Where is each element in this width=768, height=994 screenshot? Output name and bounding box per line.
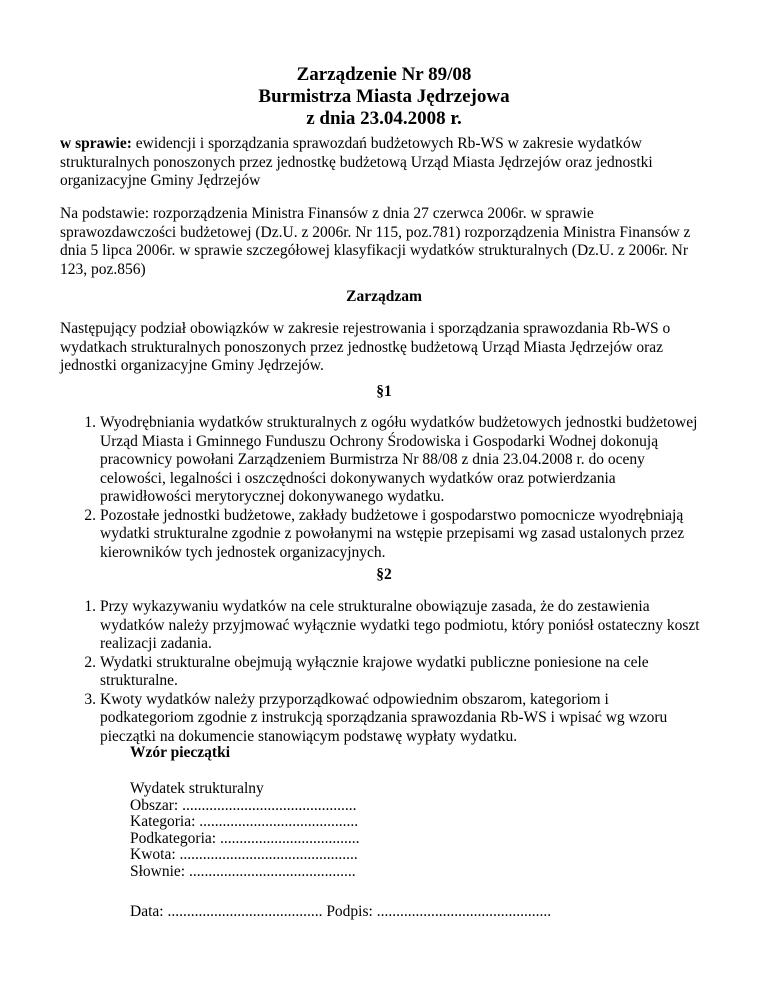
title-line-1: Zarządzenie Nr 89/08 [296,64,472,85]
date-signature-line: Data: ........................................ Podpis: ............................................. [130,903,552,920]
section-2-list [84,598,700,746]
document-title [0,64,768,130]
stamp-line: Kategoria: ......................................... [130,813,359,830]
list-item-number: 2. [84,506,96,524]
subject-label: w sprawie: [60,135,132,152]
list-item [84,690,700,747]
section-2-heading: §2 [376,566,392,583]
list-item-number: 3. [84,690,96,708]
subject-paragraph [60,135,710,191]
list-item [84,598,700,654]
stamp-template [130,781,359,880]
stamp-line: Podkategoria: .................................... [130,829,360,847]
list-item [84,506,700,563]
subject-text: ewidencji i sporządzania sprawozdań budżetowych Rb-WS w zakresie wydatków strukturalnych ponoszonych przez jednostkę budżetową Urząd Miasta Jędrzejów oraz jednostki organizacyjne Gminy Jędrzejów [60,135,653,189]
section-1-list [84,414,700,562]
list-item-number: 2. [84,653,96,671]
stamp-heading: Wzór pieczątki [130,744,231,761]
list-item-text: Przy wykazywaniu wydatków na cele strukturalne obowiązuje zasada, że do zestawienia wydatków należy przyjmować wyłącznie wydatki tego podmiotu, który poniósł ostateczny koszt realizacji zadania. [100,598,700,652]
stamp-line: Kwota: .............................................. [130,846,358,863]
title-line-2: Burmistrza Miasta Jędrzejowa [258,86,510,107]
section-1-heading: §1 [376,383,392,400]
title-line-3: z dnia 23.04.2008 r. [306,108,462,129]
legal-basis-paragraph: Na podstawie: rozporządzenia Ministra Finansów z dnia 27 czerwca 2006r. w sprawie sprawozdawczości budżetowej (Dz.U. z 2006r. Nr 115, poz.781) rozporządzenia Ministra Finansów z dnia 5 lipca 2006r. w sprawie szczegółowej klasyfikacji wydatków strukturalnych (Dz.U. z 2006r. Nr 123, poz.856) [60,205,691,278]
stamp-line: Słownie: ........................................... [130,862,356,880]
stamp-line: Obszar: ............................................. [130,796,357,814]
list-item-text: Wyodrębniania wydatków strukturalnych z ogółu wydatków budżetowych jednostki budżetowej Urząd Miasta i Gminnego Funduszu Ochrony Środowiska i Gospodarki Wodnej dokonują pracownicy powołani Zarządzeniem Burmistrza Nr 88/08 z dnia 23.04.2008 r. do oceny celowości, legalności i oszczędności dokonywanych wydatków oraz potwierdzania prawidłowości merytorycznej dokonywanego wydatku. [100,414,698,505]
intro-paragraph: Następujący podział obowiązków w zakresie rejestrowania i sporządzania sprawozdania Rb-WS o wydatkach strukturalnych ponoszonych przez jednostkę budżetową Urząd Miasta Jędrzejów oraz jednostki organizacyjne Gminy Jędrzejów. [60,320,671,374]
decree-word: Zarządzam [346,288,422,305]
list-item-text: Wydatki strukturalne obejmują wyłącznie krajowe wydatki publiczne poniesione na cele strukturalne. [100,653,649,689]
list-item [84,653,700,691]
stamp-line: Wydatek strukturalny [130,780,264,797]
list-item-number: 1. [84,414,96,431]
list-item-number: 1. [84,598,96,615]
list-item-text: Kwoty wydatków należy przyporządkować odpowiednim obszarom, kategoriom i podkategoriom zgodnie z instrukcją sporządzania sprawozdania Rb-WS i wpisać wg wzoru pieczątki na dokumencie stanowiącym podstawę wypłaty wydatku. [100,690,668,745]
list-item-text: Pozostałe jednostki budżetowe, zakłady budżetowe i gospodarstwo pomocnicze wyodrębniają wydatki strukturalne zgodnie z powołanymi na wstępie przepisami wg zasad ustalonych przez kierowników tych jednostek organizacyjnych. [100,506,685,561]
list-item [84,414,700,507]
